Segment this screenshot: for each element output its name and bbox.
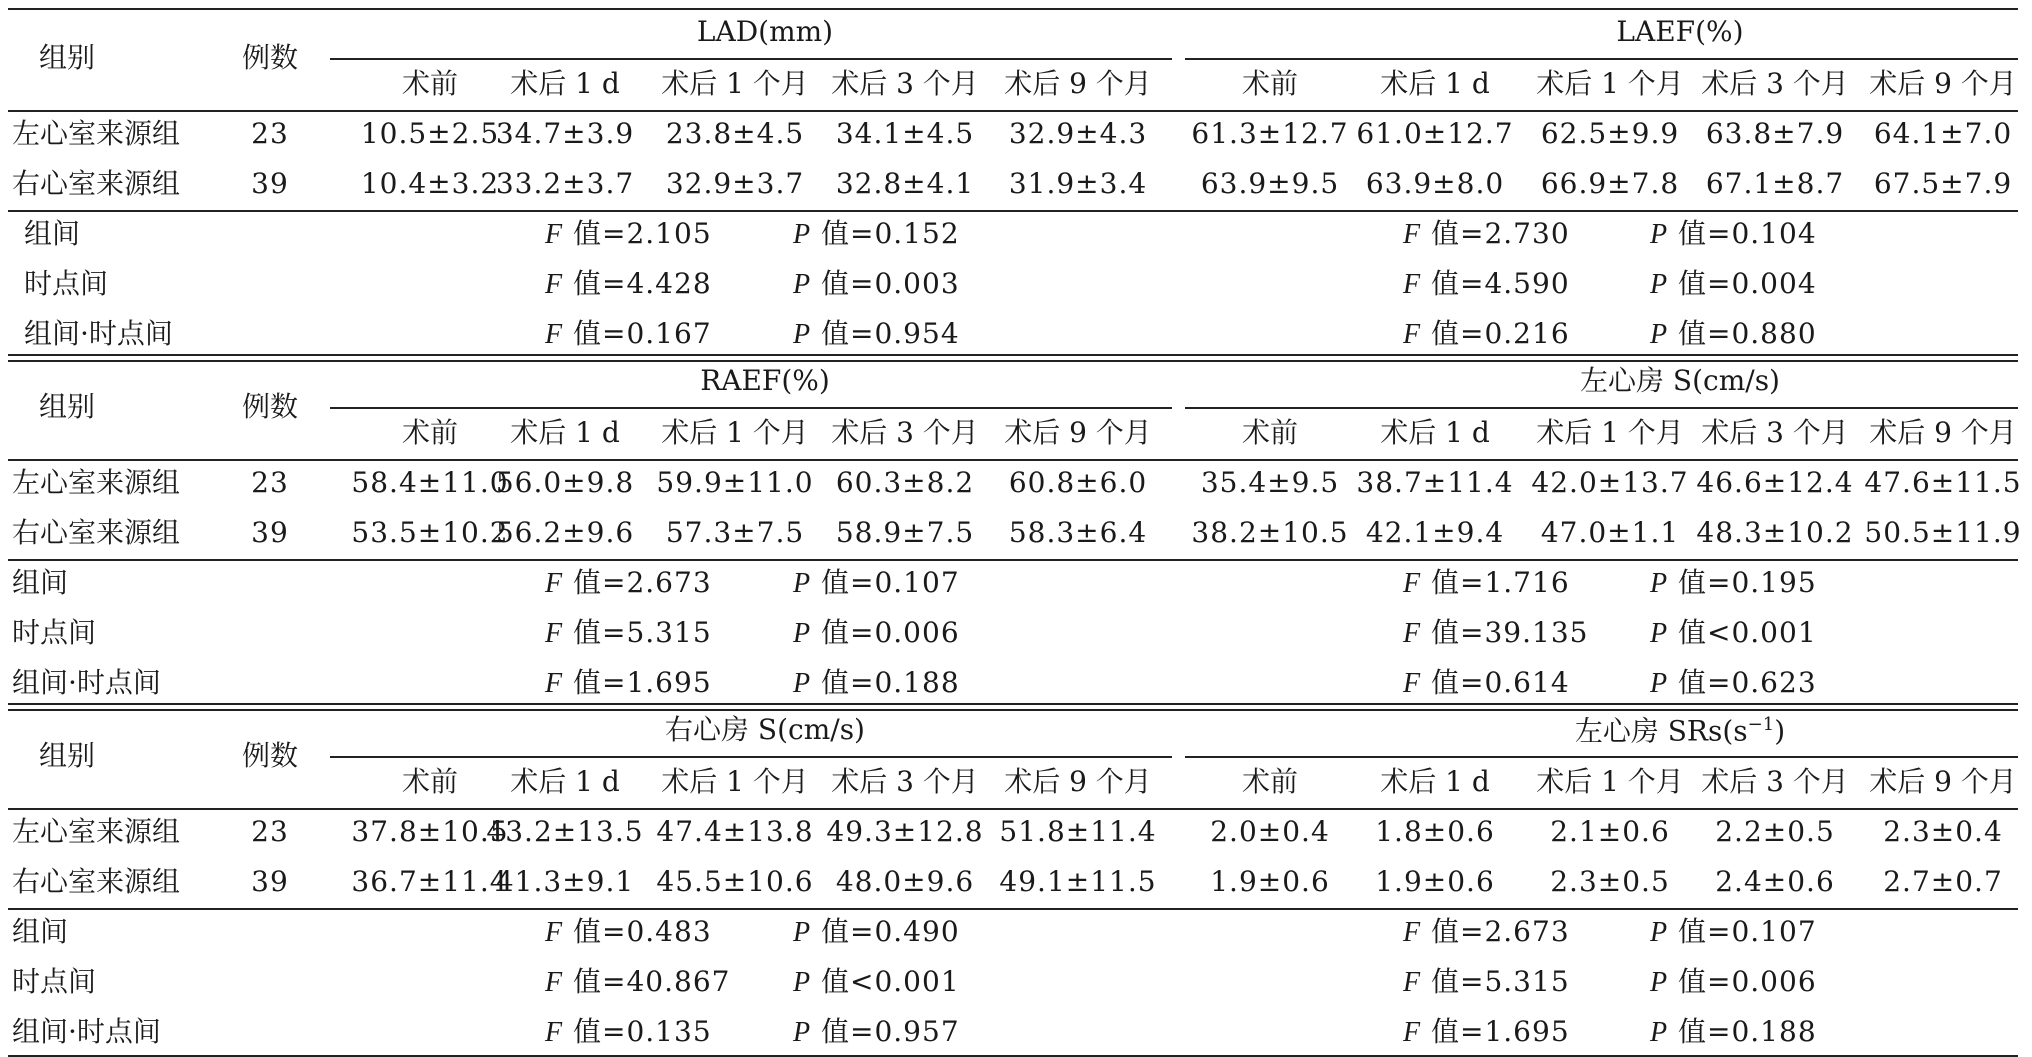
f-value: F 值=1.695 xyxy=(545,666,712,699)
table-cell: 38.2±10.5 xyxy=(1191,516,1349,549)
timepoint-header: 术后 9 个月 xyxy=(1004,416,1152,449)
table-cell: 10.4±3.2 xyxy=(360,167,500,200)
timepoint-header: 术后 1 个月 xyxy=(661,765,809,798)
stat-label: 组间·时点间 xyxy=(12,1015,161,1048)
count-column-header: 例数 xyxy=(241,41,299,74)
table-cell: 57.3±7.5 xyxy=(665,516,805,549)
table-cell: 1.8±0.6 xyxy=(1375,815,1495,848)
f-value: F 值=1.695 xyxy=(1403,1015,1570,1048)
table-cell: 63.8±7.9 xyxy=(1705,117,1845,150)
table-cell: 2.2±0.5 xyxy=(1715,815,1835,848)
p-value: P 值=0.004 xyxy=(1650,267,1817,300)
f-value: F 值=4.590 xyxy=(1403,267,1570,300)
table-cell: 53.5±10.2 xyxy=(351,516,509,549)
table-cell: 38.7±11.4 xyxy=(1356,466,1514,499)
f-value: F 值=2.673 xyxy=(1403,915,1570,948)
table-cell: 2.4±0.6 xyxy=(1715,865,1835,898)
table-cell: 2.3±0.5 xyxy=(1550,865,1670,898)
timepoint-header: 术后 1 d xyxy=(510,765,620,798)
timepoint-header: 术后 1 个月 xyxy=(1536,765,1684,798)
p-value: P 值=0.003 xyxy=(793,267,960,300)
table-cell: 2.1±0.6 xyxy=(1550,815,1670,848)
table-cell: 51.8±11.4 xyxy=(999,815,1157,848)
timepoint-header: 术后 3 个月 xyxy=(831,765,979,798)
sample-count: 39 xyxy=(251,865,289,898)
table-cell: 59.9±11.0 xyxy=(656,466,814,499)
section-double-rule xyxy=(8,354,2018,356)
timepoint-header: 术后 9 个月 xyxy=(1004,765,1152,798)
section-double-rule xyxy=(8,360,2018,362)
table-cell: 62.5±9.9 xyxy=(1540,117,1680,150)
table-cell: 34.1±4.5 xyxy=(835,117,975,150)
body-rule xyxy=(8,210,2018,212)
table-cell: 2.0±0.4 xyxy=(1210,815,1330,848)
timepoint-header: 术后 1 个月 xyxy=(661,67,809,100)
timepoint-header: 术后 1 个月 xyxy=(1536,416,1684,449)
timepoint-header: 术后 1 个月 xyxy=(661,416,809,449)
p-value: P 值=0.188 xyxy=(1650,1015,1817,1048)
timepoint-header: 术后 9 个月 xyxy=(1869,416,2017,449)
table-cell: 56.0±9.8 xyxy=(495,466,635,499)
table-cell: 10.5±2.5 xyxy=(360,117,500,150)
table-cell: 31.9±3.4 xyxy=(1008,167,1148,200)
table-cell: 2.7±0.7 xyxy=(1883,865,2003,898)
table-cell: 60.8±6.0 xyxy=(1008,466,1148,499)
sample-count: 23 xyxy=(251,815,289,848)
table-cell: 64.1±7.0 xyxy=(1873,117,2013,150)
body-rule xyxy=(8,908,2018,910)
p-value: P 值=0.006 xyxy=(793,616,960,649)
table-cell: 42.1±9.4 xyxy=(1365,516,1505,549)
table-cell: 63.9±9.5 xyxy=(1200,167,1340,200)
table-cell: 23.8±4.5 xyxy=(665,117,805,150)
table-cell: 47.4±13.8 xyxy=(656,815,814,848)
timepoint-header: 术后 9 个月 xyxy=(1004,67,1152,100)
header-rule xyxy=(8,110,2018,112)
p-value: P 值=0.954 xyxy=(793,317,960,350)
metric-underline xyxy=(1185,756,2018,758)
metric-title: 右心房 S(cm/s) xyxy=(665,713,865,746)
table-cell: 49.3±12.8 xyxy=(826,815,984,848)
metric-title: LAD(mm) xyxy=(696,15,834,48)
header-rule xyxy=(8,808,2018,810)
metric-underline xyxy=(1185,58,2018,60)
timepoint-header: 术后 3 个月 xyxy=(831,67,979,100)
group-name: 右心室来源组 xyxy=(12,167,181,200)
table-cell: 43.2±13.5 xyxy=(486,815,644,848)
metric-title: 左心房 $SRs(s^{-1})$ xyxy=(1574,714,1786,748)
table-cell: 61.0±12.7 xyxy=(1356,117,1514,150)
f-value: F 值=0.167 xyxy=(545,317,712,350)
table-cell: 1.9±0.6 xyxy=(1375,865,1495,898)
f-value: F 值=40.867 xyxy=(545,965,731,998)
table-cell: 60.3±8.2 xyxy=(835,466,975,499)
group-name: 左心室来源组 xyxy=(12,466,181,499)
group-name: 右心室来源组 xyxy=(12,516,181,549)
table-cell: 36.7±11.4 xyxy=(351,865,509,898)
p-value: P 值<0.001 xyxy=(793,965,960,998)
timepoint-header: 术后 1 d xyxy=(510,416,620,449)
table-cell: 63.9±8.0 xyxy=(1365,167,1505,200)
table-cell: 58.9±7.5 xyxy=(835,516,975,549)
table-cell: 35.4±9.5 xyxy=(1200,466,1340,499)
timepoint-header: 术前 xyxy=(1241,765,1299,798)
group-column-header: 组别 xyxy=(38,41,96,74)
stat-label: 组间 xyxy=(12,915,69,948)
timepoint-header: 术后 1 d xyxy=(1380,67,1490,100)
timepoint-header: 术前 xyxy=(401,67,459,100)
table-cell: 48.0±9.6 xyxy=(835,865,975,898)
table-cell: 1.9±0.6 xyxy=(1210,865,1330,898)
table-cell: 2.3±0.4 xyxy=(1883,815,2003,848)
f-value: F 值=5.315 xyxy=(1403,965,1570,998)
table-cell: 58.3±6.4 xyxy=(1008,516,1148,549)
table-cell: 33.2±3.7 xyxy=(495,167,635,200)
table-cell: 42.0±13.7 xyxy=(1531,466,1689,499)
timepoint-header: 术后 9 个月 xyxy=(1869,765,2017,798)
table-cell: 32.9±3.7 xyxy=(665,167,805,200)
sample-count: 23 xyxy=(251,117,289,150)
f-value: F 值=2.105 xyxy=(545,217,712,250)
p-value: P 值<0.001 xyxy=(1650,616,1817,649)
timepoint-header: 术前 xyxy=(401,416,459,449)
table-cell: 49.1±11.5 xyxy=(999,865,1157,898)
stat-label: 时点间 xyxy=(12,616,97,649)
timepoint-header: 术前 xyxy=(401,765,459,798)
f-value: F 值=2.673 xyxy=(545,566,712,599)
stat-label: 时点间 xyxy=(12,965,97,998)
section-double-rule xyxy=(8,709,2018,711)
table-top-rule xyxy=(8,8,2018,10)
metric-title: LAEF(%) xyxy=(1616,15,1744,48)
stat-label: 组间 xyxy=(24,217,81,250)
timepoint-header: 术后 9 个月 xyxy=(1869,67,2017,100)
p-value: P 值=0.152 xyxy=(793,217,960,250)
timepoint-header: 术后 1 d xyxy=(1380,765,1490,798)
p-value: P 值=0.107 xyxy=(793,566,960,599)
table-cell: 32.8±4.1 xyxy=(835,167,975,200)
group-column-header: 组别 xyxy=(38,390,96,423)
p-value: P 值=0.957 xyxy=(793,1015,960,1048)
p-value: P 值=0.490 xyxy=(793,915,960,948)
metric-underline xyxy=(1185,407,2018,409)
p-value: P 值=0.104 xyxy=(1650,217,1817,250)
p-value: P 值=0.195 xyxy=(1650,566,1817,599)
stat-label: 时点间 xyxy=(24,267,109,300)
body-rule xyxy=(8,559,2018,561)
f-value: F 值=5.315 xyxy=(545,616,712,649)
timepoint-header: 术后 1 d xyxy=(1380,416,1490,449)
table-cell: 50.5±11.9 xyxy=(1864,516,2022,549)
group-name: 左心室来源组 xyxy=(12,815,181,848)
p-value: P 值=0.880 xyxy=(1650,317,1817,350)
stat-label: 组间·时点间 xyxy=(24,317,173,350)
table-cell: 34.7±3.9 xyxy=(495,117,635,150)
table-cell: 37.8±10.5 xyxy=(351,815,509,848)
metric-underline xyxy=(330,58,1172,60)
timepoint-header: 术后 1 d xyxy=(510,67,620,100)
count-column-header: 例数 xyxy=(241,739,299,772)
table-cell: 46.6±12.4 xyxy=(1696,466,1854,499)
stat-label: 组间 xyxy=(12,566,69,599)
timepoint-header: 术后 3 个月 xyxy=(831,416,979,449)
sample-count: 39 xyxy=(251,167,289,200)
table-cell: 48.3±10.2 xyxy=(1696,516,1854,549)
group-column-header: 组别 xyxy=(38,739,96,772)
timepoint-header: 术前 xyxy=(1241,416,1299,449)
sample-count: 39 xyxy=(251,516,289,549)
group-name: 左心室来源组 xyxy=(12,117,181,150)
metric-title: 左心房 S(cm/s) xyxy=(1580,364,1780,397)
sample-count: 23 xyxy=(251,466,289,499)
group-name: 右心室来源组 xyxy=(12,865,181,898)
p-value: P 值=0.188 xyxy=(793,666,960,699)
table-cell: 58.4±11.0 xyxy=(351,466,509,499)
timepoint-header: 术后 3 个月 xyxy=(1701,416,1849,449)
table-cell: 61.3±12.7 xyxy=(1191,117,1349,150)
f-value: F 值=0.483 xyxy=(545,915,712,948)
metric-title: RAEF(%) xyxy=(700,364,830,397)
p-value: P 值=0.107 xyxy=(1650,915,1817,948)
timepoint-header: 术后 3 个月 xyxy=(1701,67,1849,100)
table-cell: 67.5±7.9 xyxy=(1873,167,2013,200)
p-value: P 值=0.006 xyxy=(1650,965,1817,998)
f-value: F 值=1.716 xyxy=(1403,566,1570,599)
table-cell: 32.9±4.3 xyxy=(1008,117,1148,150)
stat-label: 组间·时点间 xyxy=(12,666,161,699)
timepoint-header: 术前 xyxy=(1241,67,1299,100)
f-value: F 值=2.730 xyxy=(1403,217,1570,250)
timepoint-header: 术后 3 个月 xyxy=(1701,765,1849,798)
timepoint-header: 术后 1 个月 xyxy=(1536,67,1684,100)
table-cell: 56.2±9.6 xyxy=(495,516,635,549)
p-value: P 值=0.623 xyxy=(1650,666,1817,699)
metric-underline xyxy=(330,756,1172,758)
f-value: F 值=0.614 xyxy=(1403,666,1570,699)
f-value: F 值=0.135 xyxy=(545,1015,712,1048)
metric-underline xyxy=(330,407,1172,409)
f-value: F 值=39.135 xyxy=(1403,616,1589,649)
table-cell: 47.0±1.1 xyxy=(1540,516,1680,549)
header-rule xyxy=(8,459,2018,461)
table-cell: 67.1±8.7 xyxy=(1705,167,1845,200)
section-double-rule xyxy=(8,703,2018,705)
table-cell: 47.6±11.5 xyxy=(1864,466,2022,499)
f-value: F 值=4.428 xyxy=(545,267,712,300)
table-cell: 66.9±7.8 xyxy=(1540,167,1680,200)
f-value: F 值=0.216 xyxy=(1403,317,1570,350)
table-cell: 41.3±9.1 xyxy=(495,865,635,898)
table-cell: 45.5±10.6 xyxy=(656,865,814,898)
count-column-header: 例数 xyxy=(241,390,299,423)
